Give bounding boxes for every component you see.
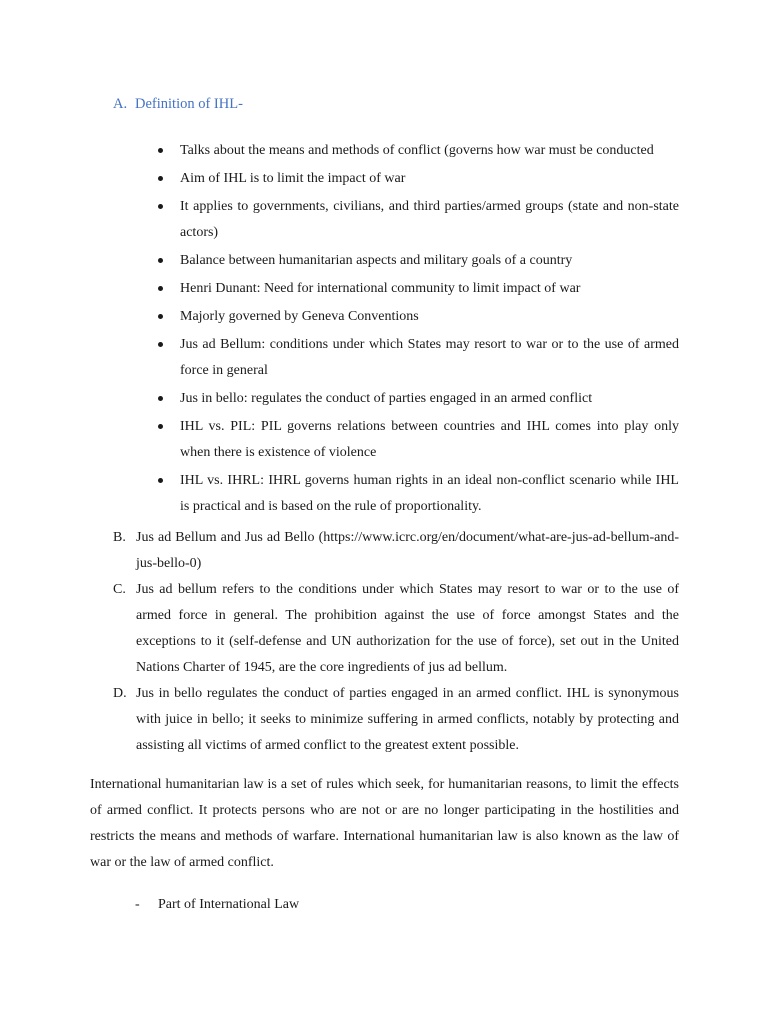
- item-marker: B.: [113, 530, 126, 545]
- section-marker: A.: [113, 96, 128, 112]
- list-item: Talks about the means and methods of conflict (governs how war must be conducted: [155, 138, 679, 164]
- list-item-b: [113, 525, 679, 577]
- list-item: Henri Dunant: Need for international community to limit impact of war: [155, 276, 679, 302]
- bullet-icon: [158, 478, 163, 483]
- bullet-icon: [158, 424, 163, 429]
- bullet-icon: [158, 176, 163, 181]
- dash-list-item: [135, 892, 299, 918]
- bullet-icon: [158, 314, 163, 319]
- section-title: Definition of IHL-: [135, 96, 243, 112]
- list-item: IHL vs. PIL: PIL governs relations between countries and IHL comes into play only when there is existence of violence: [155, 414, 679, 466]
- list-item-c: [113, 577, 679, 681]
- lettered-list: [113, 525, 679, 759]
- dash-item-text: Part of International Law: [158, 897, 300, 912]
- bullet-icon: [158, 258, 163, 263]
- list-item: Aim of IHL is to limit the impact of war: [155, 166, 679, 192]
- list-item: Jus in bello: regulates the conduct of parties engaged in an armed conflict: [155, 386, 679, 412]
- bullet-icon: [158, 148, 163, 153]
- list-item: Jus ad Bellum: conditions under which States may resort to war or to the use of armed force in general: [155, 332, 679, 384]
- section-heading-a: [113, 94, 243, 114]
- item-marker: C.: [113, 582, 126, 597]
- item-text: Jus in bello regulates the conduct of parties engaged in an armed conflict. IHL is synonymous with juice in bello; it seeks to minimize suffering in armed conflicts, notably by protecting and assisting all victims of armed conflict to the greatest extent possible.: [136, 686, 679, 753]
- list-item: It applies to governments, civilians, and third parties/armed groups (state and non-state actors): [155, 194, 679, 246]
- bullet-list: [155, 138, 679, 520]
- list-item: Majorly governed by Geneva Conventions: [155, 304, 679, 330]
- list-item: Balance between humanitarian aspects and military goals of a country: [155, 248, 679, 274]
- bullet-icon: [158, 286, 163, 291]
- bullet-icon: [158, 342, 163, 347]
- bullet-icon: [158, 204, 163, 209]
- body-paragraph: International humanitarian law is a set of rules which seek, for humanitarian reasons, to limit the effects of armed conflict. It protects persons who are not or are no longer participating in the hostilities and restricts the means and methods of warfare. International humanitarian law is also known as the law of war or the law of armed conflict.: [90, 777, 679, 870]
- list-item-d: [113, 681, 679, 759]
- item-marker: D.: [113, 686, 127, 701]
- bullet-icon: [158, 396, 163, 401]
- list-item: IHL vs. IHRL: IHRL governs human rights in an ideal non-conflict scenario while IHL is practical and is based on the rule of proportionality.: [155, 468, 679, 520]
- item-text: Jus ad Bellum and Jus ad Bello (https://www.icrc.org/en/document/what-are-jus-ad-bellum-and-jus-bello-0): [136, 530, 679, 571]
- dash-marker: -: [135, 897, 140, 912]
- item-text: Jus ad bellum refers to the conditions under which States may resort to war or to the use of armed force in general. The prohibition against the use of force amongst States and the exceptions to it (self-defense and UN authorization for the use of force), set out in the United Nations Charter of 1945, are the core ingredients of jus ad bellum.: [136, 582, 679, 675]
